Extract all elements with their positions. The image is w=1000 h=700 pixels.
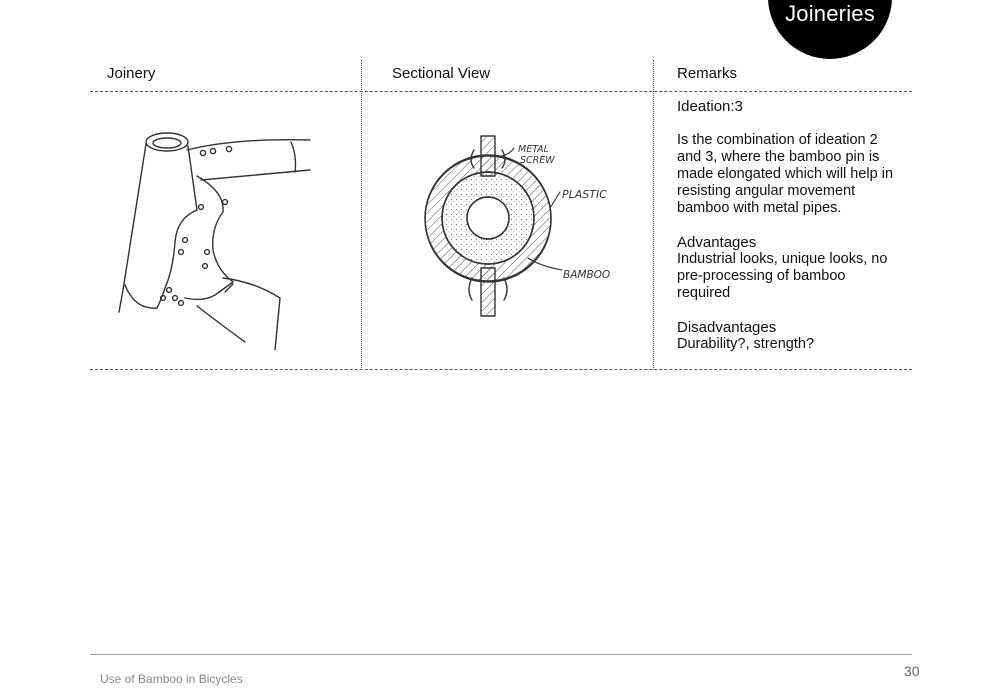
header-sectional-view: Sectional View: [392, 65, 491, 82]
table-bottom-divider: [90, 369, 912, 370]
table-header-divider: [90, 91, 912, 92]
ideation-description: Is the combination of ideation 2 and 3, where the bamboo pin is made elongated which will help in resisting angular movement bamboo with metal pipes.: [677, 132, 894, 216]
joinery-sketch-image: [105, 120, 325, 350]
section-title: Joineries: [785, 1, 875, 26]
disadvantages-heading: Disadvantages: [677, 319, 777, 336]
advantages-text: Industrial looks, unique looks, no pre-processing of bamboo required: [677, 251, 888, 301]
ideation-title: Ideation:3: [677, 98, 743, 115]
metal-label: METAL: [518, 144, 549, 155]
bamboo-label: BAMBOO: [563, 269, 611, 281]
page-number: 30: [904, 663, 920, 679]
column-divider-2: [653, 60, 654, 370]
sectional-view-sketch-image: [410, 128, 625, 323]
advantages-heading: Advantages: [677, 234, 757, 251]
screw-label: SCREW: [520, 155, 555, 166]
column-divider-1: [361, 60, 362, 370]
header-joinery: Joinery: [107, 65, 156, 82]
section-badge: [768, 0, 892, 59]
remarks-panel: [677, 98, 902, 353]
plastic-label: PLASTIC: [562, 188, 607, 201]
header-remarks: Remarks: [677, 65, 738, 82]
disadvantages-text: Durability?, strength?: [677, 336, 815, 352]
footer-title: Use of Bamboo in Bicycles: [100, 672, 243, 686]
footer-divider: [90, 654, 912, 655]
